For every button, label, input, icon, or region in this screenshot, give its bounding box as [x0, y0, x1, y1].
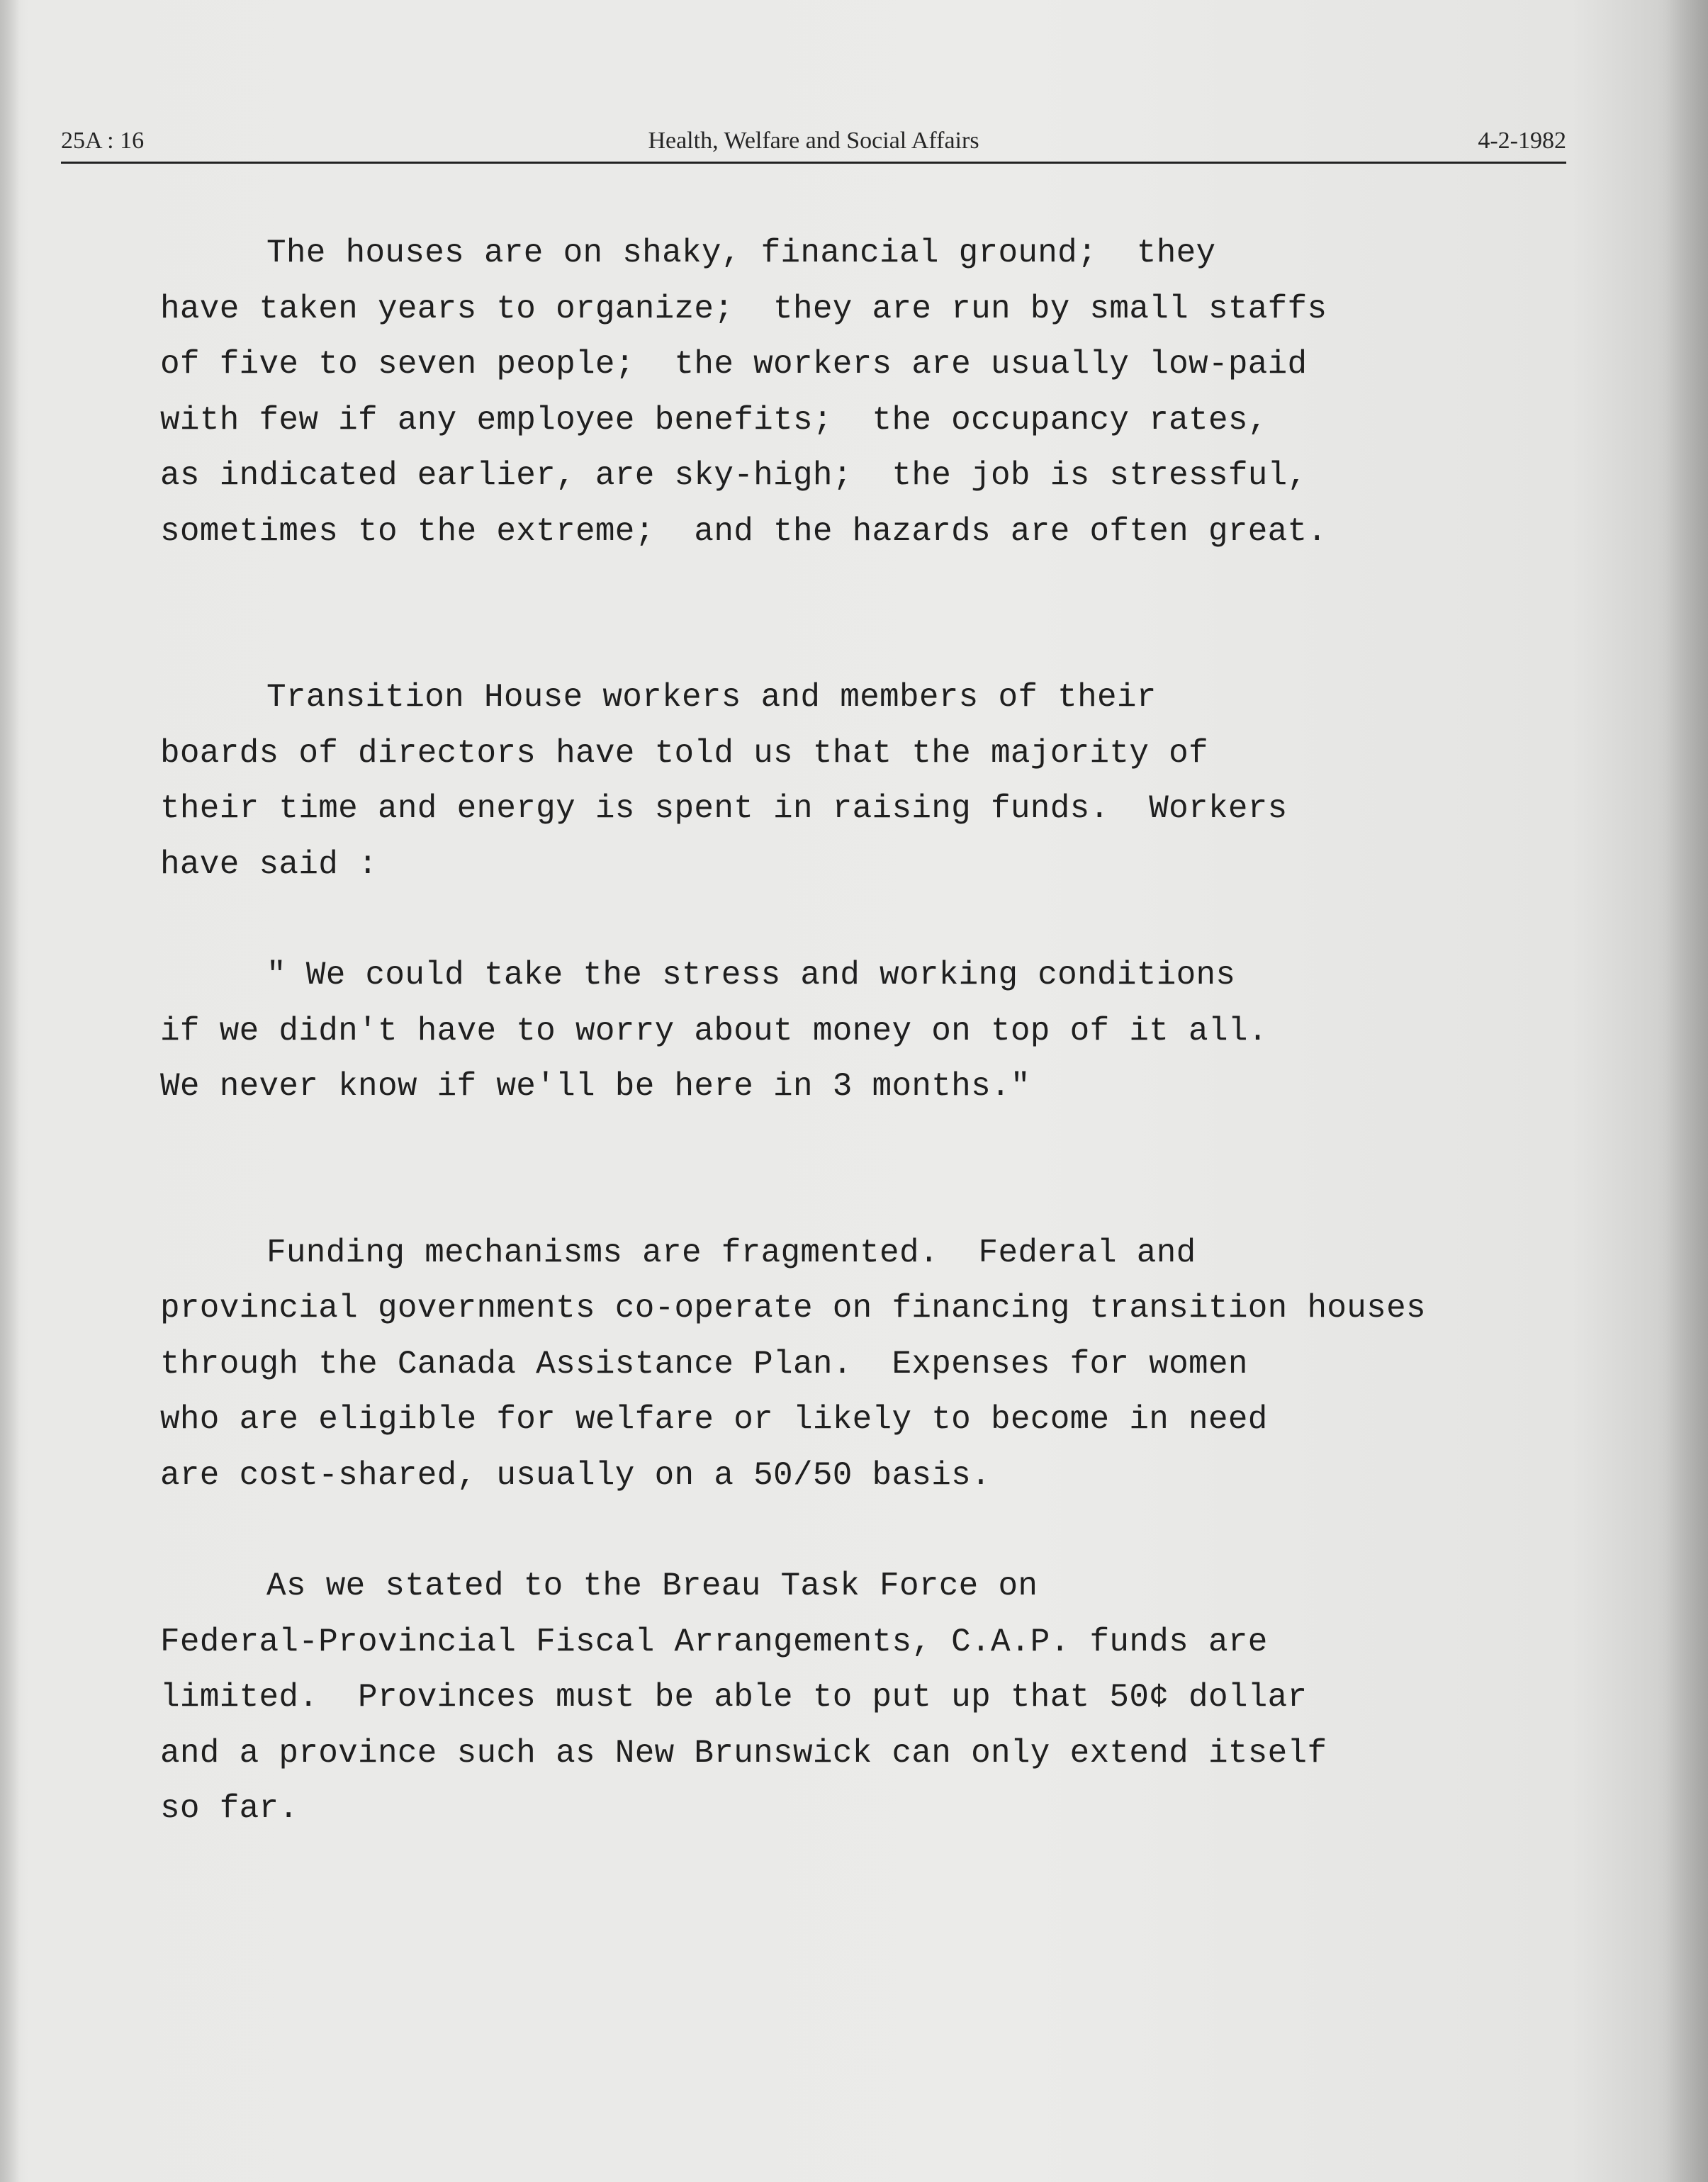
- text-line: have said :: [160, 845, 378, 883]
- header-date: 4-2-1982: [1478, 128, 1566, 154]
- text-line: are cost-shared, usually on a 50/50 basis.: [160, 1456, 991, 1494]
- quote-paragraph: [160, 947, 1606, 1115]
- text-line: As we stated to the Breau Task Force on: [266, 1568, 1038, 1604]
- page-header: [61, 125, 1566, 164]
- text-line: as indicated earlier, are sky-high; the job is stressful,: [160, 457, 1308, 494]
- page-number: 25A : 16: [61, 128, 145, 154]
- text-line: if we didn't have to worry about money on top of it all.: [160, 1012, 1268, 1050]
- page-binding-shadow: [1665, 0, 1708, 2182]
- text-line: provincial governments co-operate on financing transition houses: [160, 1290, 1426, 1327]
- paragraph-5: [160, 1558, 1606, 1837]
- text-line: who are eligible for welfare or likely to become in need: [160, 1401, 1268, 1438]
- text-line: and a province such as New Brunswick can only extend itself: [160, 1734, 1327, 1772]
- text-line: of five to seven people; the workers are usually low-paid: [160, 346, 1308, 383]
- document-body: [160, 225, 1606, 1837]
- running-title: Health, Welfare and Social Affairs: [648, 128, 979, 154]
- paragraph-1: [160, 225, 1606, 559]
- text-line: We never know if we'll be here in 3 months.": [160, 1068, 1030, 1105]
- text-line: Federal-Provincial Fiscal Arrangements, C.A.P. funds are: [160, 1623, 1268, 1660]
- text-line: boards of directors have told us that the majority of: [160, 734, 1208, 772]
- text-line: The houses are on shaky, financial ground; they: [266, 235, 1216, 271]
- paragraph-2: [160, 670, 1606, 892]
- text-line: their time and energy is spent in raising funds. Workers: [160, 790, 1288, 827]
- text-line: limited. Provinces must be able to put up that 50¢ dollar: [160, 1679, 1308, 1716]
- text-line: so far.: [160, 1790, 299, 1827]
- text-line: Funding mechanisms are fragmented. Federal and: [266, 1234, 1196, 1271]
- text-line: sometimes to the extreme; and the hazards are often great.: [160, 512, 1327, 550]
- text-line: with few if any employee benefits; the occupancy rates,: [160, 401, 1268, 439]
- text-line: through the Canada Assistance Plan. Expenses for women: [160, 1345, 1248, 1383]
- text-line: " We could take the stress and working conditions: [266, 957, 1236, 994]
- text-line: Transition House workers and members of their: [266, 679, 1157, 716]
- page-edge-shadow: [0, 0, 20, 2182]
- text-line: have taken years to organize; they are run by small staffs: [160, 290, 1327, 327]
- paragraph-4: [160, 1225, 1606, 1504]
